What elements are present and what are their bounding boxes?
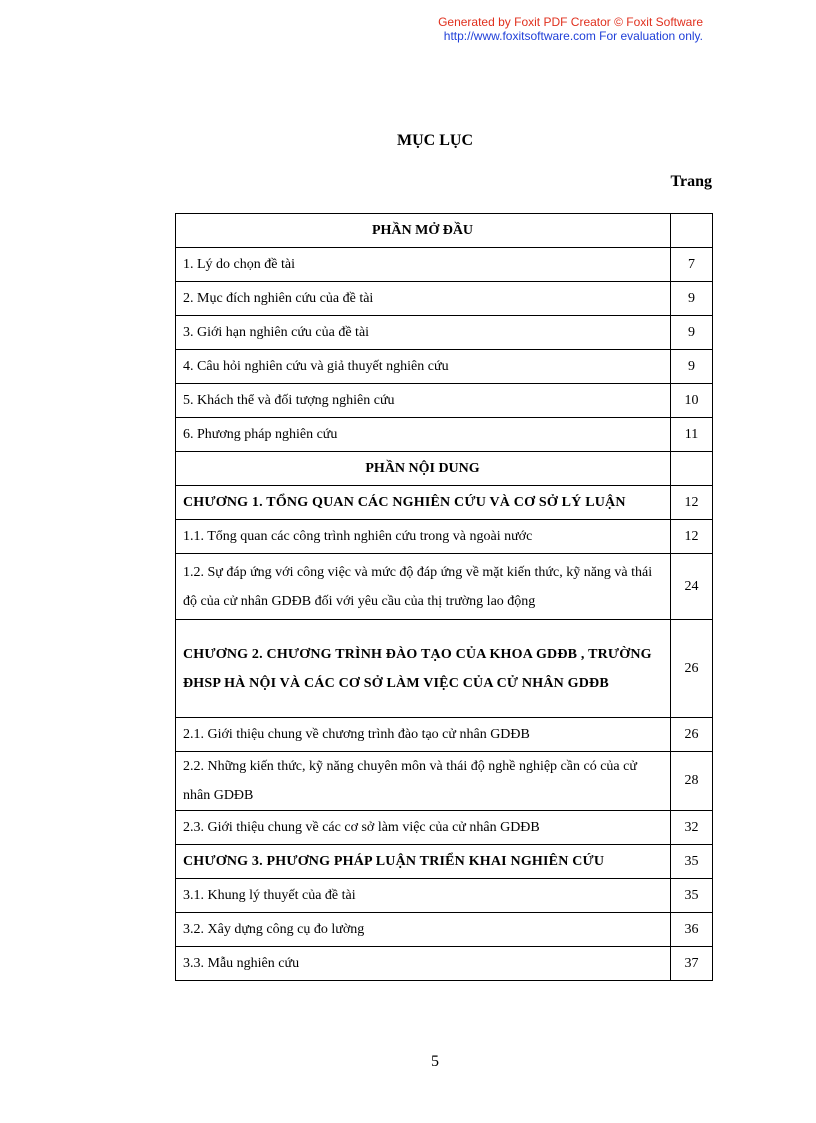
toc-row — [176, 248, 713, 282]
toc-entry-text: 1.2. Sự đáp ứng với công việc và mức độ đáp ứng về mặt kiến thức, kỹ năng và thái độ của cử nhân GDĐB đối với yêu cầu của thị trường lao động — [176, 554, 671, 620]
toc-entry-page: 7 — [671, 248, 713, 282]
toc-entry-text: 3.3. Mẫu nghiên cứu — [176, 947, 671, 981]
toc-entry-text: CHƯƠNG 3. PHƯƠNG PHÁP LUẬN TRIỂN KHAI NGHIÊN CỨU — [176, 845, 671, 879]
toc-entry-text: 1.1. Tổng quan các công trình nghiên cứu trong và ngoài nước — [176, 520, 671, 554]
toc-row — [176, 913, 713, 947]
toc-row — [176, 947, 713, 981]
toc-entry-text: 2.3. Giới thiệu chung về các cơ sở làm việc của cử nhân GDĐB — [176, 811, 671, 845]
toc-entry-text: PHẦN MỞ ĐẦU — [176, 214, 671, 248]
toc-entry-page: 28 — [671, 752, 713, 811]
toc-entry-text: 6. Phương pháp nghiên cứu — [176, 418, 671, 452]
toc-entry-text: PHẦN NỘI DUNG — [176, 452, 671, 486]
page-title: MỤC LỤC — [397, 132, 473, 149]
toc-section-row — [176, 452, 713, 486]
toc-row — [176, 718, 713, 752]
toc-entry-page: 24 — [671, 554, 713, 620]
toc-entry-page: 35 — [671, 845, 713, 879]
toc-entry-page — [671, 214, 713, 248]
toc-entry-page: 12 — [671, 486, 713, 520]
toc-entry-page: 37 — [671, 947, 713, 981]
toc-entry-page — [671, 452, 713, 486]
toc-entry-text: CHƯƠNG 2. CHƯƠNG TRÌNH ĐÀO TẠO CỦA KHOA GDĐB , TRƯỜNG ĐHSP HÀ NỘI VÀ CÁC CƠ SỞ LÀM VIỆC CỦA CỬ NHÂN GDĐB — [176, 620, 671, 718]
toc-entry-text: 4. Câu hỏi nghiên cứu và giả thuyết nghiên cứu — [176, 350, 671, 384]
toc-entry-page: 26 — [671, 718, 713, 752]
toc-entry-text: 3.1. Khung lý thuyết của đề tài — [176, 879, 671, 913]
toc-entry-page: 9 — [671, 316, 713, 350]
toc-row — [176, 350, 713, 384]
toc-row — [176, 418, 713, 452]
toc-row — [176, 811, 713, 845]
toc-chapter-row — [176, 620, 713, 718]
page-column-header: Trang — [670, 173, 712, 190]
toc-row — [176, 879, 713, 913]
toc-entry-page: 11 — [671, 418, 713, 452]
toc-entry-page: 32 — [671, 811, 713, 845]
foxit-watermark — [438, 15, 703, 43]
toc-row — [176, 520, 713, 554]
toc-entry-page: 10 — [671, 384, 713, 418]
toc-row — [176, 282, 713, 316]
table-of-contents — [175, 213, 713, 981]
toc-row — [176, 384, 713, 418]
toc-entry-text: 2. Mục đích nghiên cứu của đề tài — [176, 282, 671, 316]
toc-entry-text: 3. Giới hạn nghiên cứu của đề tài — [176, 316, 671, 350]
toc-entry-page: 9 — [671, 350, 713, 384]
toc-entry-text: CHƯƠNG 1. TỔNG QUAN CÁC NGHIÊN CỨU VÀ CƠ SỞ LÝ LUẬN — [176, 486, 671, 520]
toc-entry-text: 5. Khách thể và đối tượng nghiên cứu — [176, 384, 671, 418]
toc-chapter-row — [176, 486, 713, 520]
watermark-line-1: Generated by Foxit PDF Creator © Foxit Software — [438, 15, 703, 29]
toc-entry-page: 12 — [671, 520, 713, 554]
toc-row — [176, 554, 713, 620]
toc-entry-page: 26 — [671, 620, 713, 718]
toc-chapter-row — [176, 845, 713, 879]
toc-entry-page: 35 — [671, 879, 713, 913]
page-number: 5 — [431, 1053, 439, 1070]
toc-row — [176, 316, 713, 350]
watermark-line-2: http://www.foxitsoftware.com For evaluation only. — [443, 29, 703, 43]
toc-entry-page: 9 — [671, 282, 713, 316]
toc-entry-text: 1. Lý do chọn đề tài — [176, 248, 671, 282]
toc-section-row — [176, 214, 713, 248]
toc-row — [176, 752, 713, 811]
toc-entry-page: 36 — [671, 913, 713, 947]
toc-entry-text: 2.1. Giới thiệu chung về chương trình đào tạo cử nhân GDĐB — [176, 718, 671, 752]
toc-entry-text: 3.2. Xây dựng công cụ đo lường — [176, 913, 671, 947]
toc-entry-text: 2.2. Những kiến thức, kỹ năng chuyên môn và thái độ nghề nghiệp cần có của cử nhân GDĐB — [176, 752, 671, 811]
